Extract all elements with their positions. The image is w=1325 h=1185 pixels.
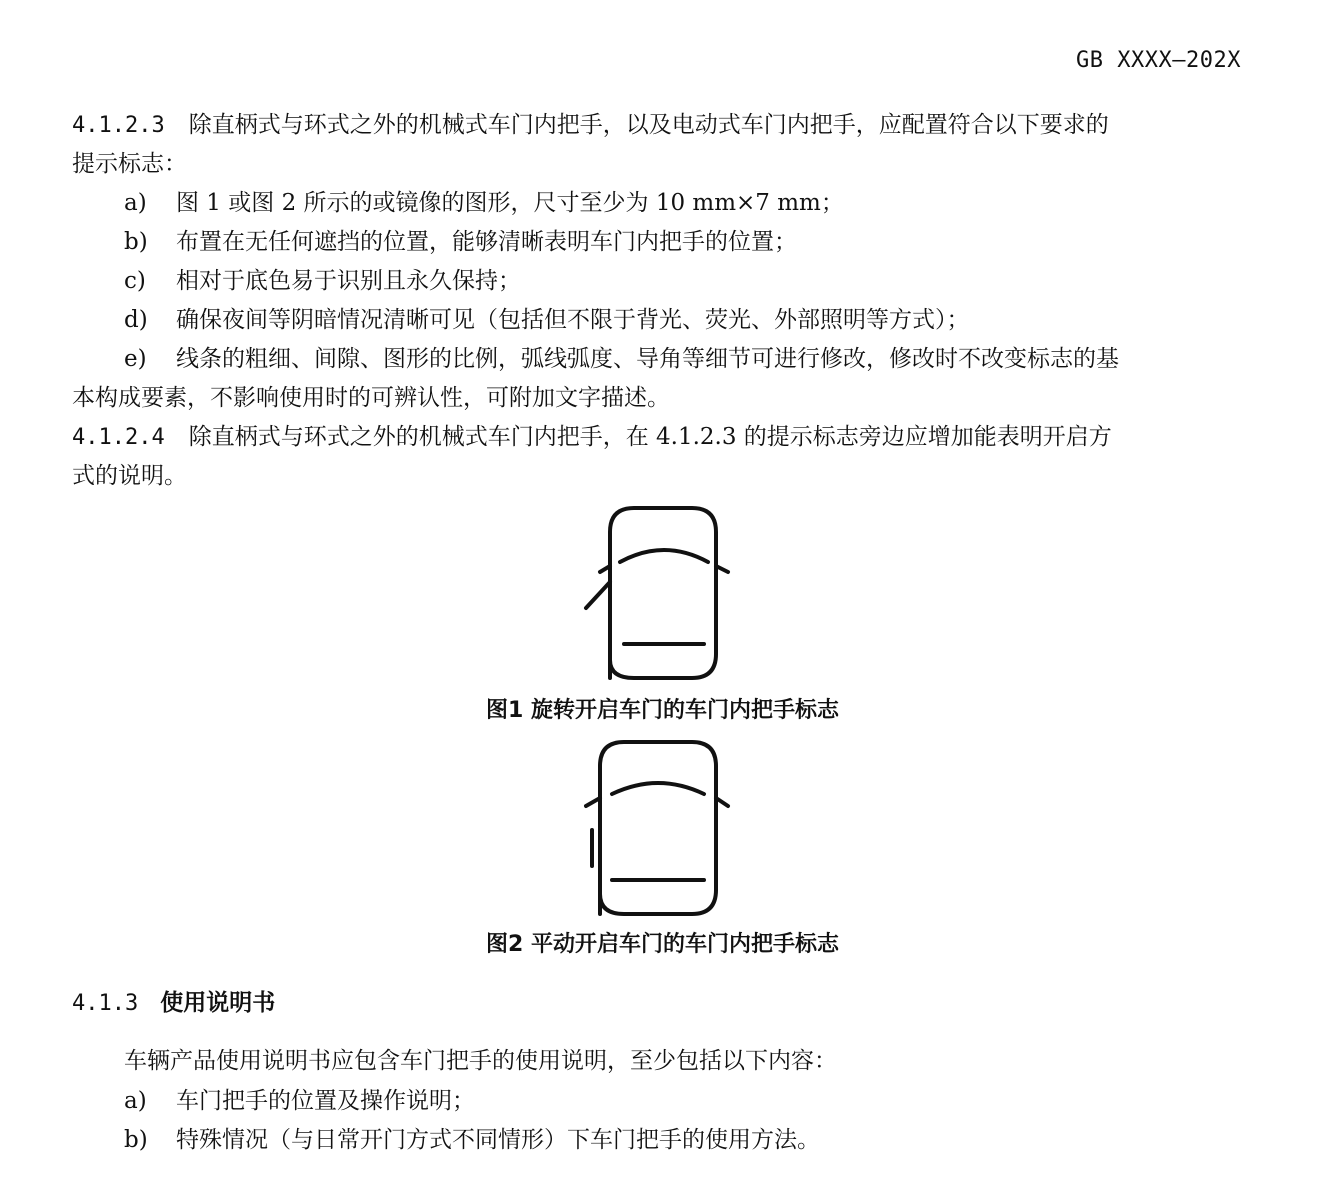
list-item-text: 特殊情况（与日常开门方式不同情形）下车门把手的使用方法。	[176, 1127, 820, 1153]
list-item	[124, 340, 1242, 379]
list-marker: e)	[124, 346, 147, 372]
list-item-text: 确保夜间等阴暗情况清晰可见（包括但不限于背光、荧光、外部照明等方式）；	[176, 307, 970, 333]
list-item-continuation: 本构成要素，不影响使用时的可辨认性，可附加文字描述。	[72, 385, 670, 411]
car-rotating-door-icon	[570, 500, 750, 690]
list-marker: b)	[124, 1127, 148, 1153]
list-item-text: 图 1 或图 2 所示的或镜像的图形，尺寸至少为 10 mm×7 mm；	[176, 190, 844, 216]
list-item	[124, 1121, 1242, 1160]
list-item	[124, 184, 1242, 223]
clause-text: 除直柄式与环式之外的机械式车门内把手，以及电动式车门内把手，应配置符合以下要求的	[188, 112, 1109, 138]
list-item-text: 布置在无任何遮挡的位置，能够清晰表明车门内把手的位置；	[176, 229, 797, 255]
clause-4124-line1	[72, 418, 1242, 457]
standard-code: GB XXXX—202X	[1076, 48, 1241, 73]
clause-4123-line1	[72, 106, 1242, 145]
list-marker: a)	[124, 190, 147, 216]
clause-number: 4.1.2.3	[72, 113, 165, 138]
list-item-text: 相对于底色易于识别且永久保持；	[176, 268, 521, 294]
list-marker: a)	[124, 1088, 147, 1114]
clause-text: 除直柄式与环式之外的机械式车门内把手，在 4.1.2.3 的提示标志旁边应增加能表明开启方	[188, 424, 1112, 450]
clause-4123-line2: 提示标志：	[72, 151, 187, 177]
list-item	[124, 301, 1242, 340]
list-item	[124, 262, 1242, 301]
section-title: 使用说明书	[160, 990, 276, 1016]
car-sliding-door-icon	[570, 734, 750, 924]
list-item	[124, 1082, 1242, 1121]
list-item-text: 线条的粗细、间隙、图形的比例，弧线弧度、导角等细节可进行修改，修改时不改变标志的基	[176, 346, 1119, 372]
section-413-heading	[72, 984, 1242, 1023]
list-marker: d)	[124, 307, 148, 333]
list-item	[124, 223, 1242, 262]
section-number: 4.1.3	[72, 991, 139, 1016]
list-marker: c)	[124, 268, 146, 294]
figure-2-caption: 图2 平动开启车门的车门内把手标志	[486, 932, 839, 957]
list-item-text: 车门把手的位置及操作说明；	[176, 1088, 475, 1114]
clause-4124-line2: 式的说明。	[72, 463, 187, 489]
figure-1-caption: 图1 旋转开启车门的车门内把手标志	[486, 698, 839, 723]
section-413-intro: 车辆产品使用说明书应包含车门把手的使用说明，至少包括以下内容：	[124, 1048, 837, 1074]
clause-number: 4.1.2.4	[72, 425, 165, 450]
list-marker: b)	[124, 229, 148, 255]
